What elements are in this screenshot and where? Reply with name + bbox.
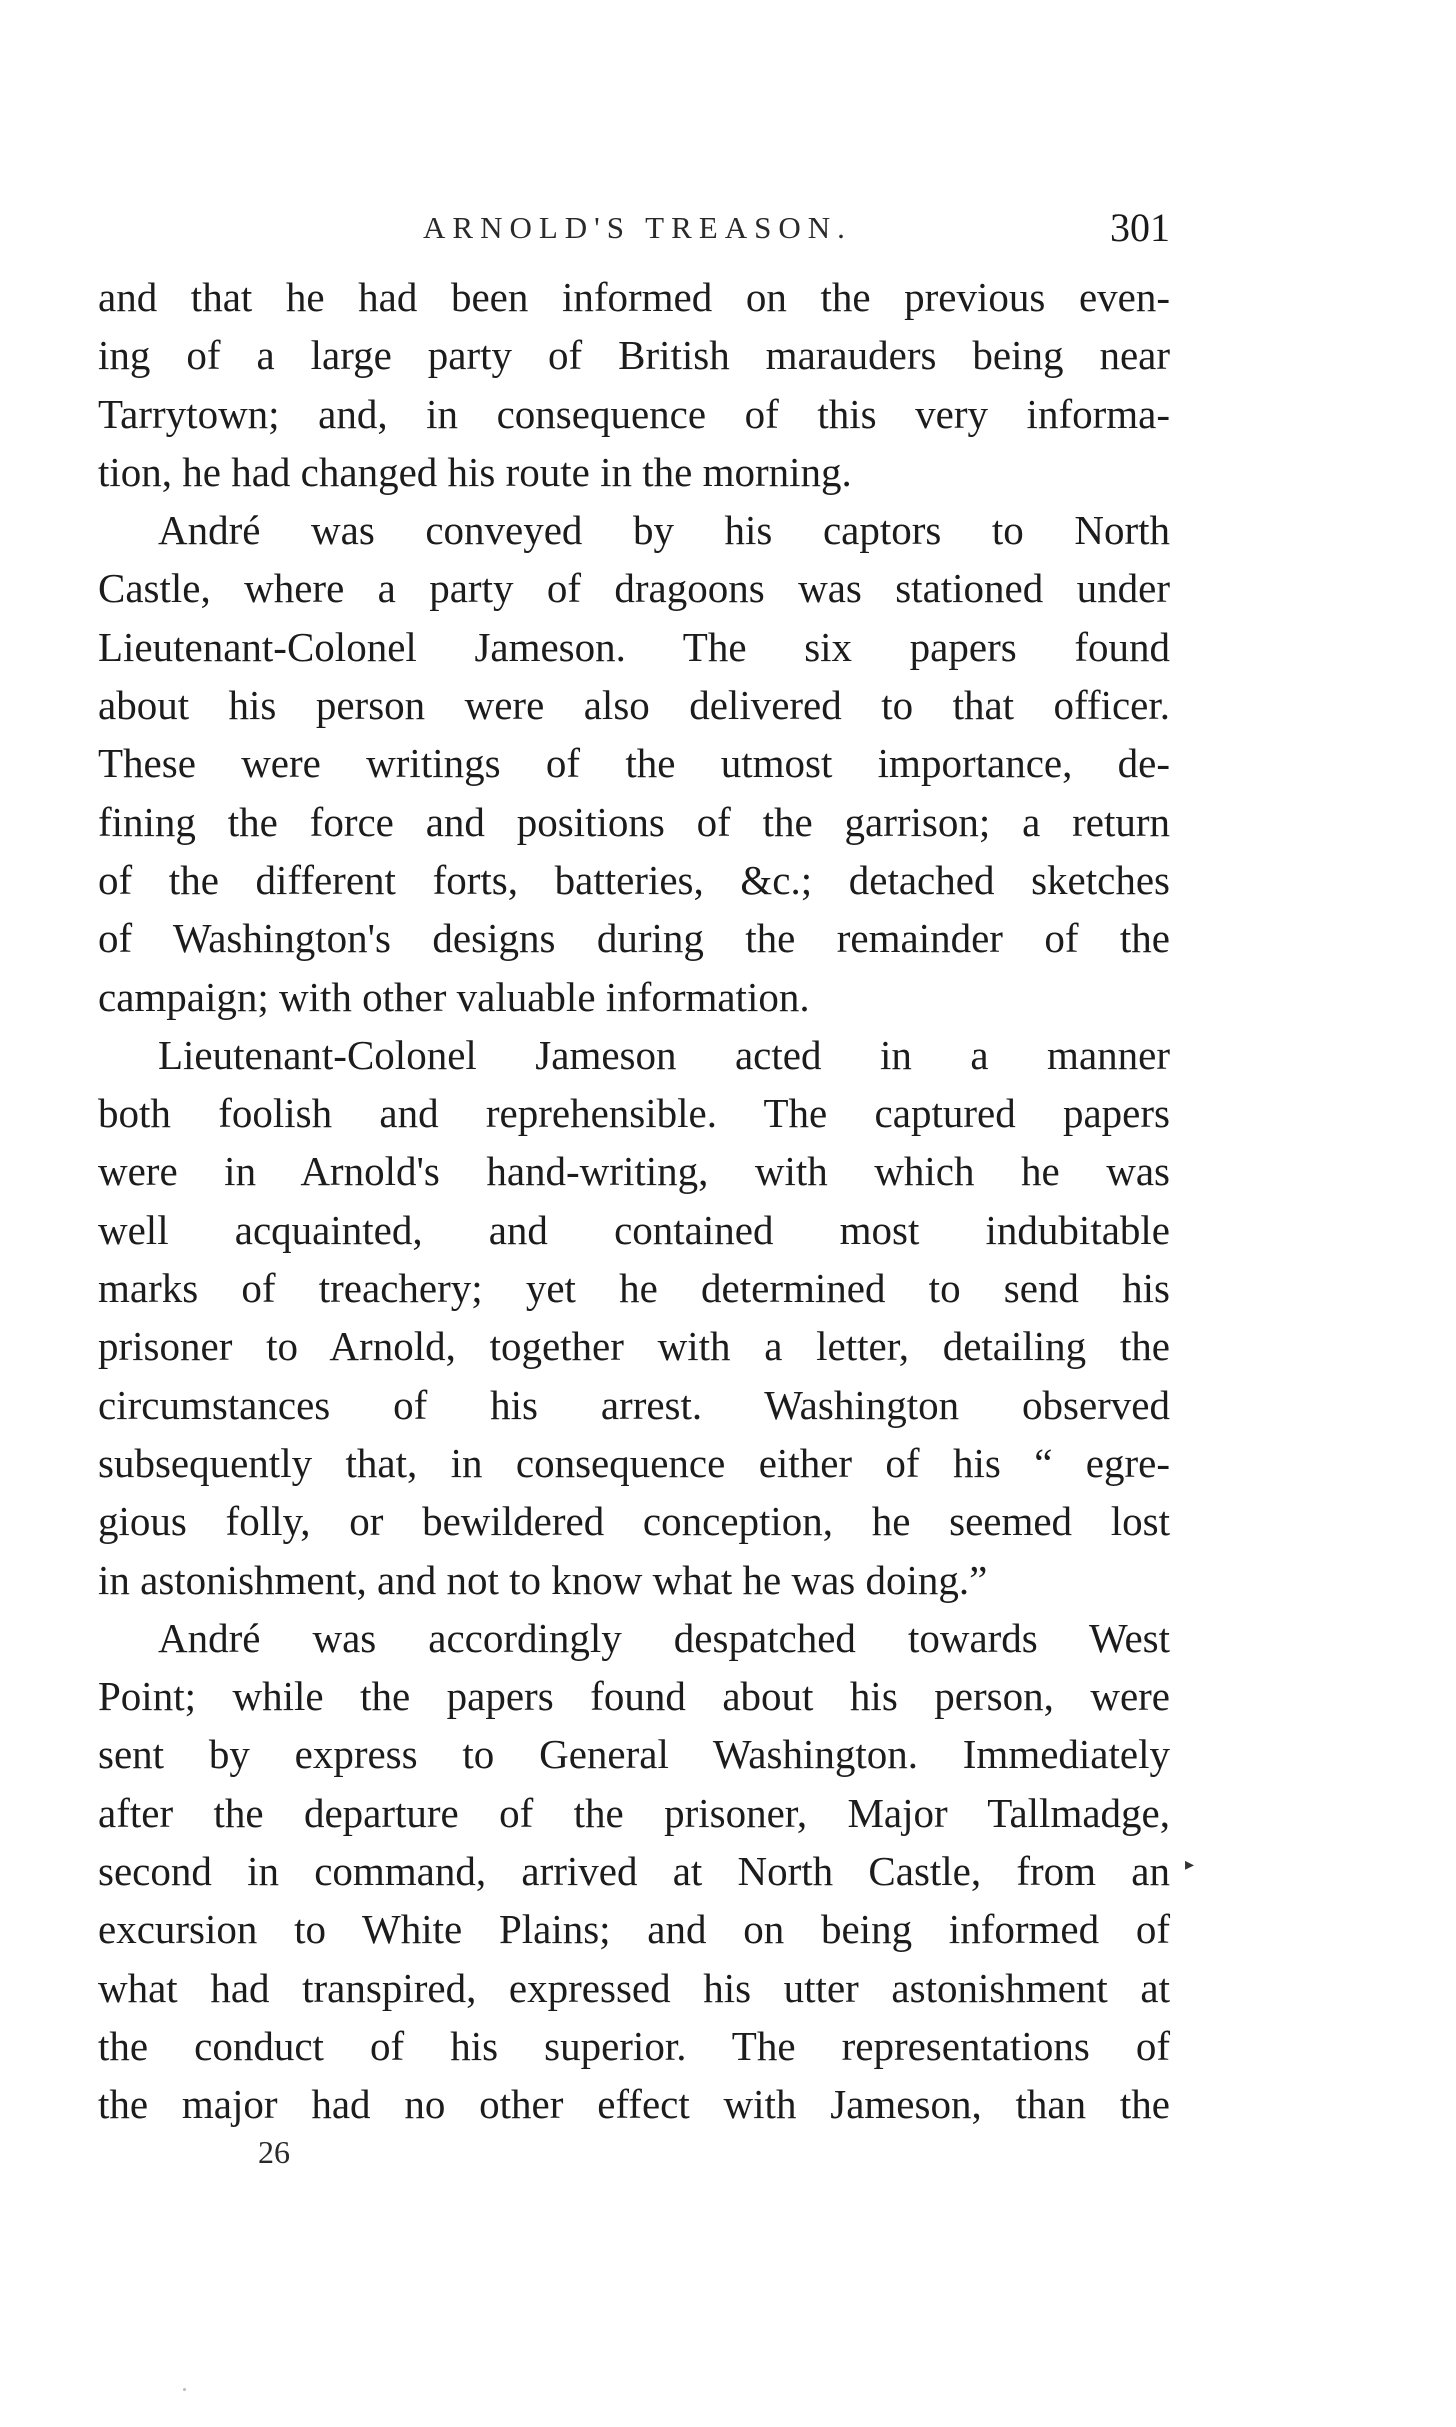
text-line: fining the force and positions of the garrison; a return [98, 798, 1170, 845]
margin-mark-icon: ▸ [1185, 1854, 1195, 1874]
text-line: both foolish and reprehensible. The captured papers [98, 1090, 1170, 1137]
text-line: and that he had been informed on the previous even- [98, 274, 1170, 320]
paper-speck [183, 2388, 186, 2391]
text-line: Lieutenant-Colonel Jameson acted in a manner [158, 1031, 1170, 1078]
text-line: André was conveyed by his captors to North [158, 507, 1170, 554]
text-line: of Washington's designs during the remainder of the [98, 915, 1170, 962]
text-line: circumstances of his arrest. Washington observed [98, 1381, 1170, 1428]
running-title: ARNOLD'S TREASON. [423, 210, 852, 245]
text-line: marks of treachery; yet he determined to send his [98, 1265, 1170, 1312]
text-line: Tarrytown; and, in consequence of this very informa- [98, 390, 1170, 437]
text-line: gious folly, or bewildered conception, he seemed lost [98, 1498, 1170, 1545]
text-line: sent by express to General Washington. Immediately [98, 1731, 1170, 1778]
text-line: Castle, where a party of dragoons was stationed under [98, 565, 1170, 612]
text-line: tion, he had changed his route in the morning. [98, 448, 852, 495]
signature-mark: 26 [258, 2134, 290, 2170]
text-line: were in Arnold's hand-writing, with which he was [98, 1148, 1170, 1195]
text-line: second in command, arrived at North Castle, from an [98, 1848, 1170, 1895]
text-line: in astonishment, and not to know what he was doing.” [98, 1556, 988, 1603]
text-line: excursion to White Plains; and on being informed of [98, 1906, 1170, 1953]
text-line: after the departure of the prisoner, Major Tallmadge, [98, 1789, 1170, 1836]
text-line: prisoner to Arnold, together with a letter, detailing the [98, 1323, 1170, 1370]
body-text [98, 268, 1170, 2134]
text-line: what had transpired, expressed his utter astonishment at [98, 1964, 1170, 2011]
text-line: campaign; with other valuable information. [98, 973, 810, 1020]
text-line: of the different forts, batteries, &c.; detached sketches [98, 856, 1170, 903]
text-line: ing of a large party of British marauders being near [98, 332, 1170, 379]
text-line: well acquainted, and contained most indubitable [98, 1206, 1170, 1253]
running-head [98, 204, 1170, 254]
text-line: Point; while the papers found about his person, were [98, 1673, 1170, 1720]
text-line: André was accordingly despatched towards West [158, 1614, 1170, 1661]
text-line: the conduct of his superior. The representations of [98, 2022, 1170, 2069]
page-number: 301 [1110, 205, 1170, 250]
text-line: the major had no other effect with Jameson, than the [98, 2081, 1170, 2128]
text-line: These were writings of the utmost importance, de- [98, 740, 1170, 787]
text-line: about his person were also delivered to that officer. [98, 682, 1170, 729]
text-line: subsequently that, in consequence either of his “ egre- [98, 1439, 1170, 1486]
text-line: Lieutenant-Colonel Jameson. The six papers found [98, 623, 1170, 670]
